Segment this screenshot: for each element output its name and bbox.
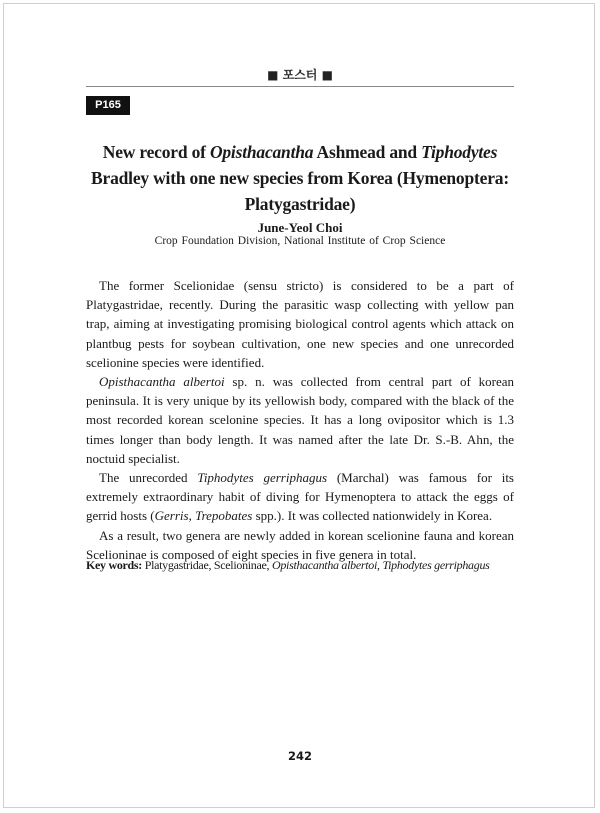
keyword-species-1: Opisthacantha albertoi [271,558,378,572]
section-header: ■ 포스터 ■ [267,68,333,82]
abstract-paragraph-1: The former Scelionidae (sensu stricto) is considered to be a part of Platygastridae, recently. During the parasitic wasp collecting with yellow pan trap, aiming at investigating promising biological control agents which attack on plantbug pests for soybean cultivation, one new species and one unrecorded scelionine species were identified. [86,278,514,370]
paragraph-text: sp. n. was collected from central part of korean peninsula. It is very unique by its yellowish body, compared with the black of the most recorded korean scelonine species. It has a long ovipositor which is 1.3 times longer than body length. It was named after the late Dr. S.-B. Ahn, the noctuid specialist. [86,374,515,466]
keyword-species-2: Tiphodytes gerriphagus [382,558,490,572]
genus-name: Trepobates [195,508,253,524]
paragraph-text: The unrecorded [99,470,198,486]
poster-number-badge: P165 [86,96,130,115]
keywords-line [86,558,522,573]
title-genus-2: Tiphodytes [421,142,498,162]
abstract-paragraph-2 [86,372,514,468]
title-text-1: New record of [102,142,210,162]
paragraph-text: , [188,508,196,524]
abstract-body [86,276,514,564]
genus-name: Gerris [154,508,189,524]
paper-title [86,139,514,217]
author-affiliation: Crop Foundation Division, National Institute of Crop Science [154,235,446,247]
paragraph-text: (Marchal) was famous for its extremely extraordinary habit of diving for Hymenoptera to attack the eggs of gerrid hosts ( [86,470,514,524]
keywords-label: Key words: [86,558,142,572]
title-text-3: Bradley with one new species from Korea (Hymenoptera: Platygastridae) [91,168,509,214]
abstract-paragraph-3 [86,468,514,526]
species-name: Opisthacantha albertoi [99,374,225,390]
abstract-paragraph-4: As a result, two genera are newly added in korean scelionine fauna and korean Scelioninae is composed of eight species in five genera in total. [86,527,514,562]
title-genus-1: Opisthacantha [209,142,314,162]
title-text-2: Ashmead and [313,142,422,162]
paragraph-text: spp.). It was collected nationwidely in Korea. [252,508,493,524]
species-name: Tiphodytes gerriphagus [197,470,328,486]
keywords-text: Platygastridae, Scelioninae, [142,558,272,572]
page-number: 242 [287,749,312,763]
header-divider [86,86,514,87]
author-name: June-Yeol Choi [257,220,343,235]
keywords-separator: , [377,558,383,572]
